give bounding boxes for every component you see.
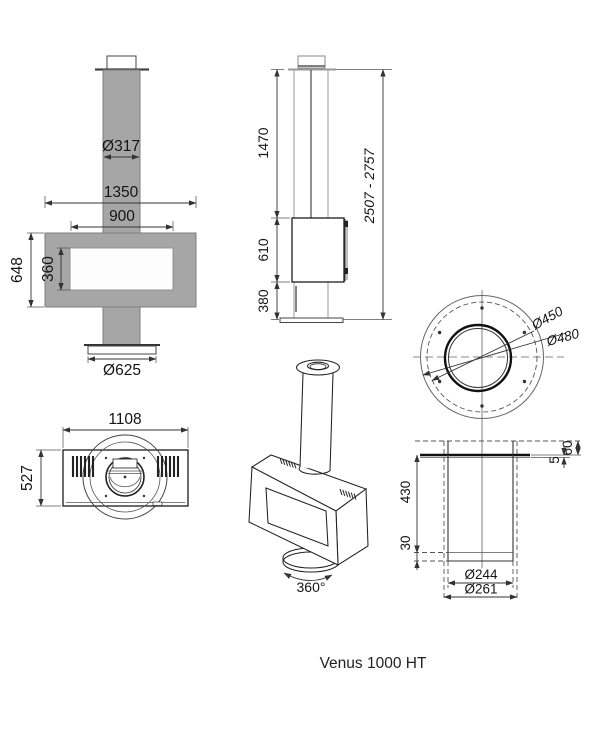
svg-text:1108: 1108 bbox=[108, 411, 142, 428]
svg-text:Ø261: Ø261 bbox=[464, 581, 498, 597]
dim-flue-diameter: Ø317 bbox=[102, 138, 140, 155]
dim-outer-diameter bbox=[444, 582, 517, 598]
body-side bbox=[292, 218, 344, 282]
dim-plate-diameter: Ø480 bbox=[544, 325, 581, 349]
svg-text:1350: 1350 bbox=[103, 184, 139, 201]
dim-top-depth bbox=[19, 450, 61, 506]
ceiling-plate-view bbox=[413, 290, 581, 568]
svg-text:648: 648 bbox=[9, 257, 26, 283]
svg-text:360: 360 bbox=[40, 256, 57, 282]
svg-text:Ø244: Ø244 bbox=[464, 567, 498, 582]
svg-text:60: 60 bbox=[560, 440, 575, 456]
base-plate-side bbox=[280, 318, 343, 323]
floor-tube-view bbox=[398, 440, 581, 601]
door-hinge-top bbox=[344, 221, 348, 227]
dim-plate-thickness bbox=[531, 446, 570, 468]
dim-side-body-height: 610 bbox=[255, 238, 271, 262]
dim-top-offset bbox=[531, 440, 581, 455]
dim-side-left-chain bbox=[255, 70, 290, 320]
front-view bbox=[9, 56, 196, 379]
chimney-cap bbox=[107, 56, 136, 69]
lower-pedestal-pipe bbox=[103, 307, 140, 345]
glass-window bbox=[70, 248, 173, 290]
pipe-perspective bbox=[299, 372, 333, 474]
dim-base-height: 380 bbox=[255, 289, 271, 313]
side-view bbox=[255, 56, 392, 323]
svg-text:5: 5 bbox=[547, 456, 562, 464]
model-caption: Venus 1000 HT bbox=[319, 655, 427, 672]
svg-text:30: 30 bbox=[398, 535, 413, 551]
svg-text:Ø625: Ø625 bbox=[103, 362, 141, 379]
top-view bbox=[19, 411, 188, 519]
dim-bolt-circle-diameter: Ø450 bbox=[529, 303, 566, 333]
dim-line-bolt-circle bbox=[432, 331, 534, 381]
dim-top-width bbox=[63, 411, 188, 448]
svg-text:900: 900 bbox=[109, 208, 135, 225]
svg-text:430: 430 bbox=[398, 480, 413, 504]
svg-text:527: 527 bbox=[19, 465, 36, 491]
flange-perspective bbox=[297, 360, 340, 375]
latch-detail bbox=[153, 502, 162, 506]
dim-base-diameter bbox=[88, 356, 156, 379]
svg-text:2507 - 2757: 2507 - 2757 bbox=[361, 148, 377, 224]
dim-body-height bbox=[9, 233, 44, 307]
dim-upper-pipe-height: 1470 bbox=[255, 127, 271, 159]
rotation-angle-label: 360° bbox=[296, 579, 326, 595]
base-plate bbox=[88, 346, 156, 354]
perspective-view bbox=[249, 360, 368, 595]
door-hinge-bottom bbox=[344, 268, 348, 274]
